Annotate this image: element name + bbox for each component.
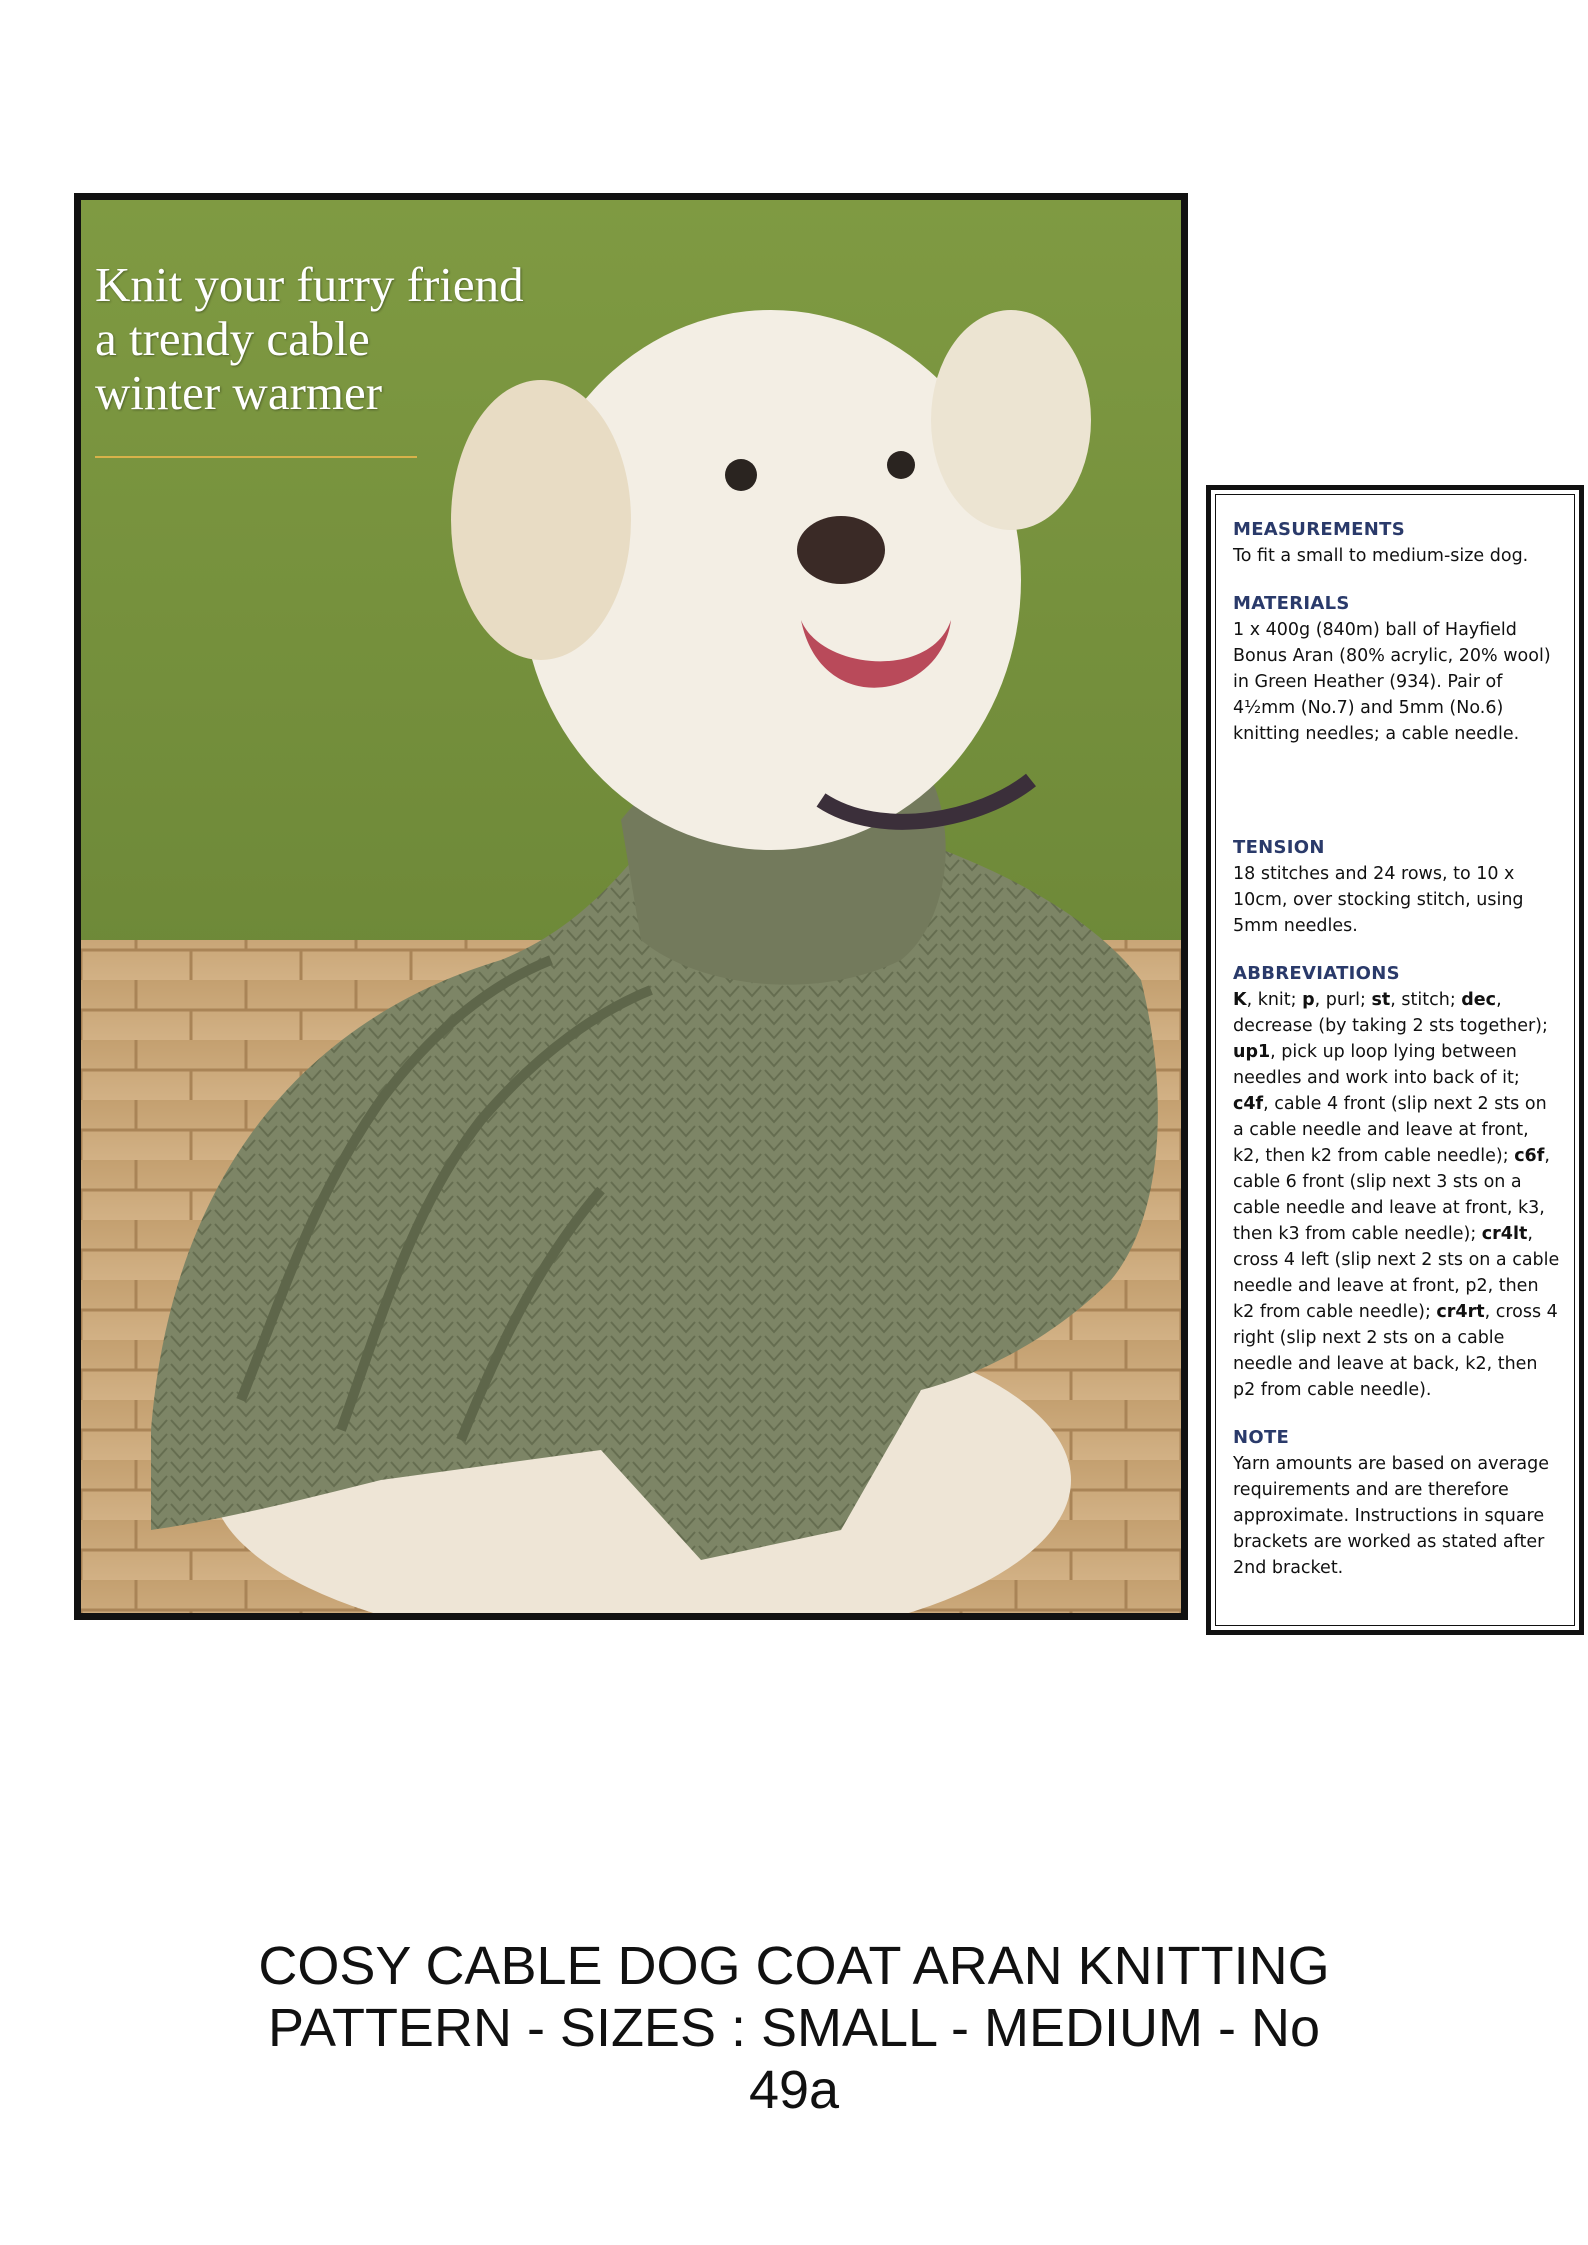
note-title: NOTE <box>1233 1427 1290 1448</box>
pattern-info-inner <box>1215 494 1575 1626</box>
abbreviations-text <box>1233 987 1560 1403</box>
abbr-term: st <box>1371 990 1391 1010</box>
measurements-text: To fit a small to medium-size dog. <box>1233 546 1529 566</box>
abbreviations-title: ABBREVIATIONS <box>1233 963 1400 984</box>
dog-nose <box>797 516 885 584</box>
headline-line: Knit your furry friend <box>95 257 524 312</box>
note-text: Yarn amounts are based on average requirements and are therefore approximate. Instructions in square brackets are worked as stated after 2nd bracket. <box>1233 1454 1549 1578</box>
caption-line: COSY CABLE DOG COAT ARAN KNITTING <box>258 1936 1330 1996</box>
materials-text: 1 x 400g (840m) ball of Hayfield Bonus Aran (80% acrylic, 20% wool) in Green Heather (934). Pair of 4½mm (No.7) and 5mm (No.6) knitting needles; a cable needle. <box>1233 620 1551 744</box>
pattern-caption <box>0 1935 1588 2121</box>
headline-underline <box>95 456 417 458</box>
dog-photo <box>74 193 1188 1620</box>
abbr-def: , cross 4 right (slip next 2 sts on a cable needle and leave at back, k2, then p2 from cable needle). <box>1233 1302 1558 1400</box>
abbr-term: cr4rt <box>1436 1302 1485 1322</box>
headline-line: a trendy cable <box>95 311 370 366</box>
abbr-def: , decrease (by taking 2 sts together); <box>1233 990 1548 1036</box>
abbr-def: , purl; <box>1314 990 1372 1010</box>
abbr-def: , pick up loop lying between needles and work into back of it; <box>1233 1042 1520 1088</box>
abbr-def: , stitch; <box>1390 990 1462 1010</box>
dog-ear-left <box>451 380 631 660</box>
dog-eye-right <box>887 451 915 479</box>
tension-text: 18 stitches and 24 rows, to 10 x 10cm, over stocking stitch, using 5mm needles. <box>1233 864 1524 936</box>
caption-line: 49a <box>748 2060 840 2120</box>
materials-title: MATERIALS <box>1233 593 1350 614</box>
abbr-term: dec <box>1461 990 1497 1010</box>
abbr-term: cr4lt <box>1481 1224 1528 1244</box>
abbr-term: c4f <box>1233 1094 1264 1114</box>
abbr-def: , cable 6 front (slip next 3 sts on a cable needle and leave at front, k3, then k3 from cable needle); <box>1233 1146 1550 1244</box>
dog-eye-left <box>725 459 757 491</box>
abbr-def: , cable 4 front (slip next 2 sts on a cable needle and leave at front, k2, then k2 from cable needle); <box>1233 1094 1547 1166</box>
abbr-def: , knit; <box>1246 990 1303 1010</box>
caption-line: PATTERN - SIZES : SMALL - MEDIUM - No <box>267 1998 1321 2058</box>
abbr-term: up1 <box>1233 1042 1271 1062</box>
abbr-term: c6f <box>1514 1146 1545 1166</box>
tension-title: TENSION <box>1233 837 1325 858</box>
abbr-term: p <box>1302 990 1315 1010</box>
headline-line: winter warmer <box>95 365 383 420</box>
abbr-def: , cross 4 left (slip next 2 sts on a cable needle and leave at front, p2, then k2 from cable needle); <box>1233 1224 1560 1322</box>
dog-ear-right <box>931 310 1091 530</box>
photo-headline <box>95 258 575 420</box>
pattern-info-box <box>1206 485 1584 1635</box>
abbr-term: K <box>1233 990 1247 1010</box>
measurements-title: MEASUREMENTS <box>1233 519 1405 540</box>
